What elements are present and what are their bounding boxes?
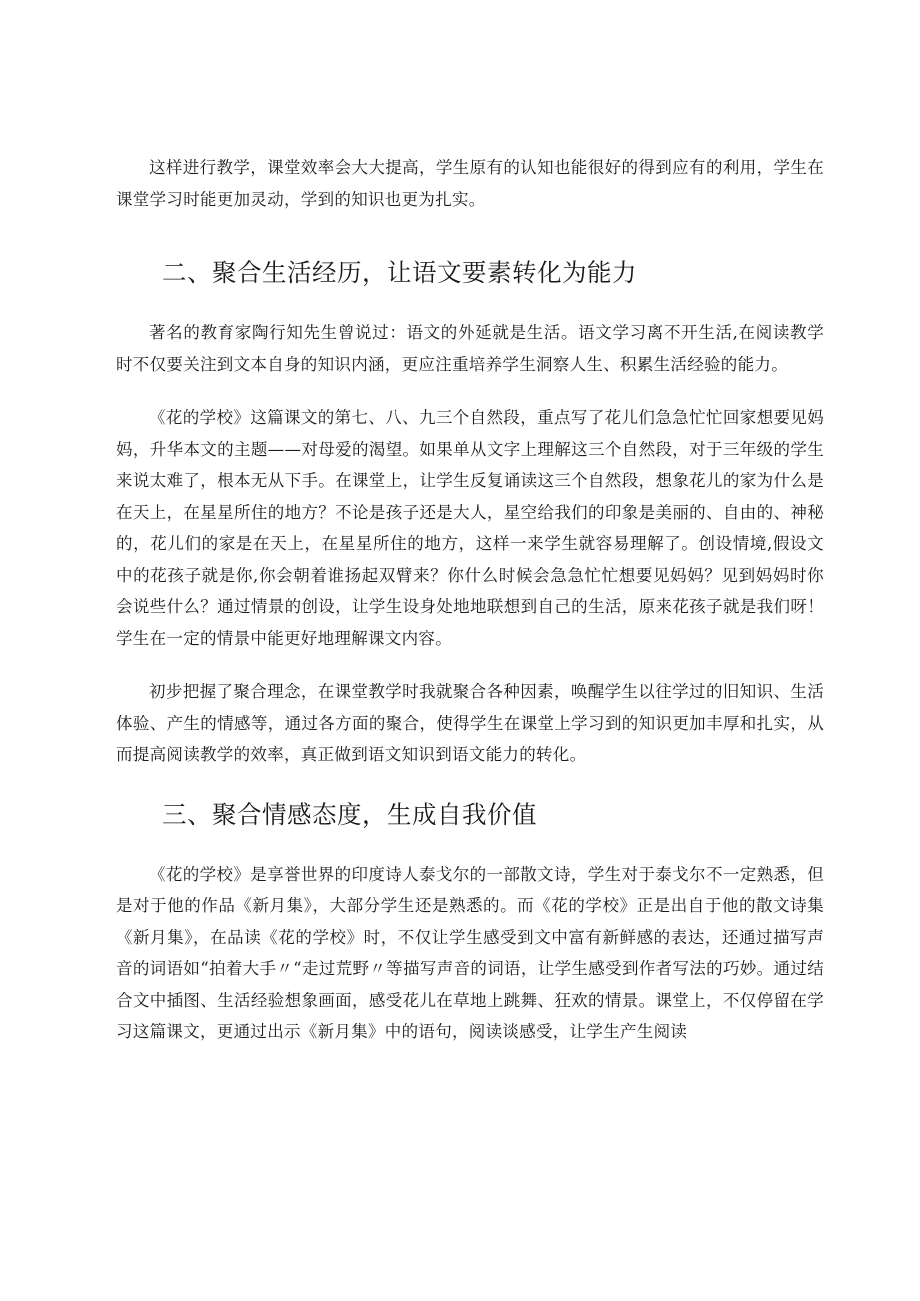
paragraph-2: 著名的教育家陶行知先生曾说过：语文的外延就是生活。语文学习离不开生活,在阅读教学时不仅要关注到文本自身的知识内涵，更应注重培养学生洞察人生、积累生活经验的能力。 (116, 323, 824, 374)
paragraph-3: 《花的学校》这篇课文的第七、八、九三个自然段，重点写了花儿们急急忙忙回家想要见妈妈，升华本文的主题——对母爱的渴望。如果单从文字上理解这三个自然段，对于三年级的学生来说太难了，根本无从下手。在课堂上，让学生反复诵读这三个自然段，想象花儿的家为什么是在天上，在星星所住的地方？不论是孩子还是大人，星空给我们的印象是美丽的、自由的、神秘的，花儿们的家是在天上，在星星所住的地方，这样一来学生就容易理解了。创设情境,假设文中的花孩子就是你,你会朝着谁扬起双臂来？你什么时候会急急忙忙想要见妈妈？见到妈妈时你会说些什么？通过情景的创设，让学生设身处地地联想到自己的生活，原来花孩子就是我们呀！学生在一定的情景中能更好地理解课文内容。 (116, 408, 824, 648)
section-heading-2: 二、聚合生活经历，让语文要素转化为能力 (162, 258, 637, 287)
paragraph-5: 《花的学校》是享誉世界的印度诗人泰戈尔的一部散文诗，学生对于泰戈尔不一定熟悉，但是对于他的作品《新月集》，大部分学生还是熟悉的。而《花的学校》正是出自于他的散文诗集《新月集》，在品读《花的学校》时，不仅让学生感受到文中富有新鲜感的表达，还通过描写声音的词语如“拍着大手〃“走过荒野〃等描写声音的词语，让学生感受到作者写法的巧妙。通过结合文中插图、生活经验想象画面，感受花儿在草地上跳舞、狂欢的情景。课堂上，不仅停留在学习这篇课文，更通过出示《新月集》中的语句，阅读谈感受，让学生产生阅读 (116, 864, 824, 1041)
document-page (116, 152, 824, 1048)
paragraph-4: 初步把握了聚合理念，在课堂教学时我就聚合各种因素，唤醒学生以往学过的旧知识、生活体验、产生的情感等，通过各方面的聚合，使得学生在课堂上学习到的知识更加丰厚和扎实，从而提高阅读教学的效率，真正做到语文知识到语文能力的转化。 (116, 682, 824, 764)
paragraph-1: 这样进行教学，课堂效率会大大提高，学生原有的认知也能很好的得到应有的利用，学生在课堂学习时能更加灵动，学到的知识也更为扎实。 (116, 158, 824, 209)
section-heading-3: 三、聚合情感态度，生成自我价值 (162, 799, 537, 829)
